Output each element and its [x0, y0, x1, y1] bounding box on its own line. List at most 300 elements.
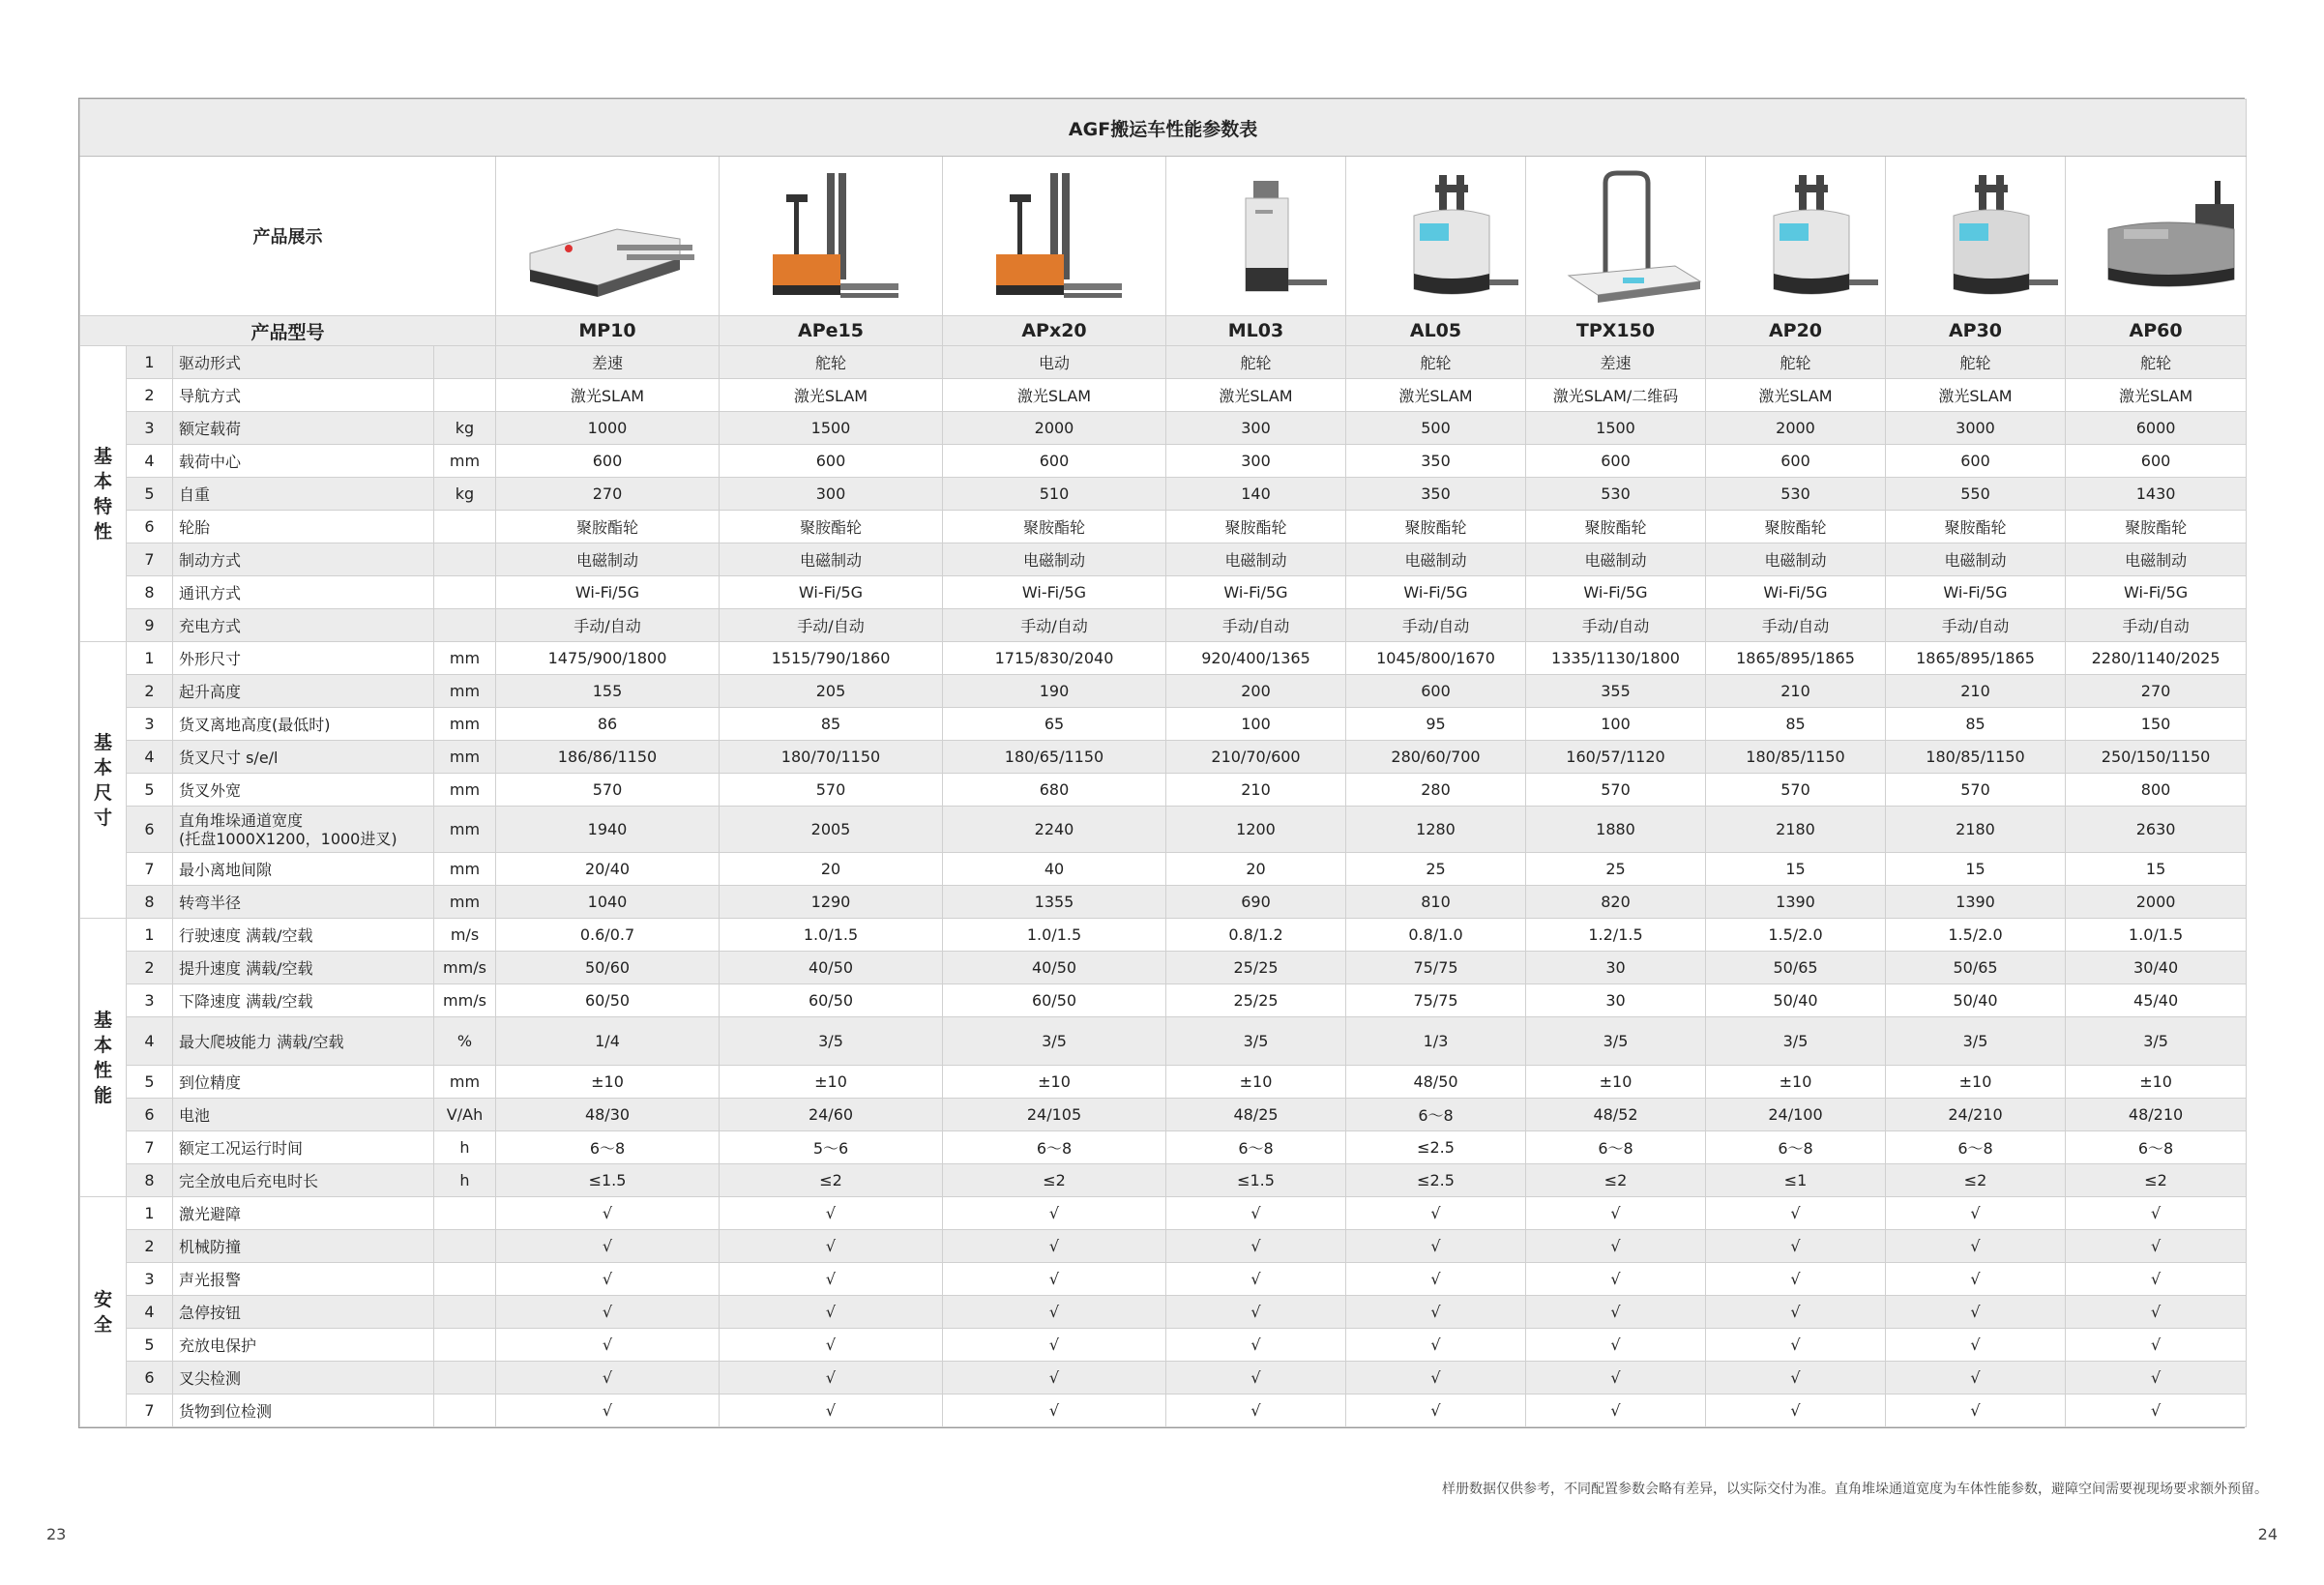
parameter-name-line2: (托盘1000X1200，1000进叉): [179, 829, 397, 848]
value-cell: 85: [720, 708, 943, 741]
parameter-name: 到位精度: [173, 1066, 434, 1099]
page-number-right: 24: [2257, 1525, 2278, 1543]
value-cell: √: [1886, 1197, 2066, 1230]
value-cell: √: [1166, 1362, 1346, 1394]
parameter-name: 轮胎: [173, 511, 434, 543]
value-cell: 160/57/1120: [1526, 741, 1706, 774]
value-cell: √: [1346, 1197, 1526, 1230]
value-cell: 激光SLAM: [1166, 379, 1346, 412]
value-cell: √: [1526, 1362, 1706, 1394]
value-cell: 600: [1346, 675, 1526, 708]
value-cell: √: [2066, 1329, 2247, 1362]
value-cell: 电磁制动: [1166, 543, 1346, 576]
value-cell: 25/25: [1166, 984, 1346, 1017]
parameter-name: 额定载荷: [173, 412, 434, 445]
value-cell: 186/86/1150: [496, 741, 720, 774]
value-cell: 1/4: [496, 1017, 720, 1066]
table-row: [80, 1329, 2247, 1362]
row-number: 5: [127, 478, 173, 511]
product-image-cell: [1166, 157, 1346, 316]
product-image-cell: [943, 157, 1166, 316]
value-cell: ±10: [1526, 1066, 1706, 1099]
row-number: 2: [127, 1230, 173, 1263]
value-cell: 24/60: [720, 1099, 943, 1131]
row-number: 9: [127, 609, 173, 642]
value-cell: √: [720, 1329, 943, 1362]
table-row: [80, 675, 2247, 708]
value-cell: 100: [1526, 708, 1706, 741]
value-cell: 2000: [943, 412, 1166, 445]
value-cell: 6000: [2066, 412, 2247, 445]
value-cell: 6～8: [1526, 1131, 1706, 1164]
value-cell: 570: [1706, 774, 1886, 807]
value-cell: 500: [1346, 412, 1526, 445]
value-cell: √: [1706, 1296, 1886, 1329]
unit: mm: [434, 708, 496, 741]
parameter-name-line1: 直角堆垛通道宽度: [179, 810, 304, 830]
parameter-name: 起升高度: [173, 675, 434, 708]
value-cell: 6～8: [1706, 1131, 1886, 1164]
unit: [434, 1296, 496, 1329]
value-cell: √: [1706, 1394, 1886, 1427]
row-number: 8: [127, 886, 173, 919]
value-cell: 聚胺酯轮: [1886, 511, 2066, 543]
value-cell: 1715/830/2040: [943, 642, 1166, 675]
parameter-name: 自重: [173, 478, 434, 511]
table-row: [80, 543, 2247, 576]
value-cell: 510: [943, 478, 1166, 511]
value-cell: 激光SLAM: [943, 379, 1166, 412]
value-cell: 聚胺酯轮: [1346, 511, 1526, 543]
value-cell: ≤1.5: [1166, 1164, 1346, 1197]
value-cell: 100: [1166, 708, 1346, 741]
value-cell: 15: [2066, 853, 2247, 886]
value-cell: ±10: [496, 1066, 720, 1099]
table-row: [80, 1131, 2247, 1164]
unit: [434, 543, 496, 576]
row-number: 7: [127, 1394, 173, 1427]
parameter-name: 机械防撞: [173, 1230, 434, 1263]
value-cell: 150: [2066, 708, 2247, 741]
product-image-cell: [1886, 157, 2066, 316]
value-cell: √: [1166, 1296, 1346, 1329]
value-cell: 600: [943, 445, 1166, 478]
row-number: 3: [127, 984, 173, 1017]
table-row: [80, 379, 2247, 412]
value-cell: 2005: [720, 807, 943, 853]
unit: kg: [434, 478, 496, 511]
value-cell: 6～8: [1346, 1099, 1526, 1131]
value-cell: 20: [720, 853, 943, 886]
value-cell: ≤2.5: [1346, 1164, 1526, 1197]
value-cell: 电磁制动: [1886, 543, 2066, 576]
model-name: APe15: [720, 316, 943, 346]
value-cell: 电磁制动: [1346, 543, 1526, 576]
value-cell: √: [2066, 1197, 2247, 1230]
value-cell: 手动/自动: [943, 609, 1166, 642]
product-image-cell: [496, 157, 720, 316]
value-cell: √: [1526, 1197, 1706, 1230]
table-row: [80, 1066, 2247, 1099]
value-cell: 570: [496, 774, 720, 807]
value-cell: 48/52: [1526, 1099, 1706, 1131]
model-name: APx20: [943, 316, 1166, 346]
parameter-name: 充放电保护: [173, 1329, 434, 1362]
value-cell: √: [1166, 1394, 1346, 1427]
value-cell: 75/75: [1346, 952, 1526, 984]
product-image-cell: [1346, 157, 1526, 316]
value-cell: 电动: [943, 346, 1166, 379]
apx20-forklift-image: [957, 161, 1151, 311]
value-cell: 550: [1886, 478, 2066, 511]
parameter-name: 货叉外宽: [173, 774, 434, 807]
unit: [434, 609, 496, 642]
category-label: [80, 346, 127, 642]
value-cell: 1475/900/1800: [496, 642, 720, 675]
parameter-name: 下降速度 满载/空载: [173, 984, 434, 1017]
parameter-name: 最小离地间隙: [173, 853, 434, 886]
unit: [434, 346, 496, 379]
row-number: 4: [127, 741, 173, 774]
value-cell: 570: [1526, 774, 1706, 807]
value-cell: √: [496, 1263, 720, 1296]
table-row: [80, 1230, 2247, 1263]
value-cell: 600: [496, 445, 720, 478]
value-cell: 24/105: [943, 1099, 1166, 1131]
parameter-name: 制动方式: [173, 543, 434, 576]
value-cell: 86: [496, 708, 720, 741]
value-cell: 85: [1706, 708, 1886, 741]
value-cell: √: [1166, 1329, 1346, 1362]
page-number-left: 23: [46, 1525, 67, 1543]
value-cell: ±10: [720, 1066, 943, 1099]
parameter-name: 叉尖检测: [173, 1362, 434, 1394]
unit: mm: [434, 642, 496, 675]
unit: kg: [434, 412, 496, 445]
parameter-name: 完全放电后充电时长: [173, 1164, 434, 1197]
value-cell: 0.6/0.7: [496, 919, 720, 952]
value-cell: 24/100: [1706, 1099, 1886, 1131]
value-cell: 1045/800/1670: [1346, 642, 1526, 675]
value-cell: 600: [2066, 445, 2247, 478]
value-cell: 45/40: [2066, 984, 2247, 1017]
model-name: AP60: [2066, 316, 2247, 346]
row-number: 6: [127, 1362, 173, 1394]
value-cell: 30/40: [2066, 952, 2247, 984]
value-cell: 60/50: [943, 984, 1166, 1017]
parameter-name: 货叉尺寸 s/e/l: [173, 741, 434, 774]
value-cell: 2000: [2066, 886, 2247, 919]
row-number: 1: [127, 1197, 173, 1230]
value-cell: 舵轮: [1166, 346, 1346, 379]
product-display-label: 产品展示: [80, 157, 496, 316]
value-cell: √: [1346, 1329, 1526, 1362]
table-row: [80, 1017, 2247, 1066]
value-cell: ±10: [1886, 1066, 2066, 1099]
value-cell: √: [496, 1296, 720, 1329]
value-cell: Wi-Fi/5G: [1886, 576, 2066, 609]
row-number: 1: [127, 642, 173, 675]
value-cell: 差速: [496, 346, 720, 379]
value-cell: 600: [1706, 445, 1886, 478]
table-row: [80, 886, 2247, 919]
value-cell: 270: [496, 478, 720, 511]
value-cell: 1000: [496, 412, 720, 445]
table-row: [80, 1164, 2247, 1197]
row-number: 4: [127, 1296, 173, 1329]
value-cell: 手动/自动: [1166, 609, 1346, 642]
value-cell: 1500: [1526, 412, 1706, 445]
ap60-forklift-image: [2070, 161, 2247, 311]
row-number: 5: [127, 1066, 173, 1099]
table-row: [80, 741, 2247, 774]
value-cell: 600: [1886, 445, 2066, 478]
value-cell: 6～8: [943, 1131, 1166, 1164]
value-cell: √: [2066, 1263, 2247, 1296]
value-cell: 280/60/700: [1346, 741, 1526, 774]
value-cell: 810: [1346, 886, 1526, 919]
value-cell: 920/400/1365: [1166, 642, 1346, 675]
table-row: [80, 919, 2247, 952]
value-cell: Wi-Fi/5G: [496, 576, 720, 609]
value-cell: Wi-Fi/5G: [2066, 576, 2247, 609]
value-cell: 1865/895/1865: [1886, 642, 2066, 675]
table-row: [80, 1197, 2247, 1230]
spec-sheet: [78, 98, 2245, 1428]
value-cell: 800: [2066, 774, 2247, 807]
parameter-name: 货叉离地高度(最低时): [173, 708, 434, 741]
value-cell: 40: [943, 853, 1166, 886]
value-cell: √: [1166, 1197, 1346, 1230]
value-cell: ≤2: [2066, 1164, 2247, 1197]
table-row: [80, 511, 2247, 543]
category-text: 基本特性: [93, 445, 112, 543]
value-cell: √: [720, 1197, 943, 1230]
value-cell: √: [2066, 1296, 2247, 1329]
unit: m/s: [434, 919, 496, 952]
footnote: 样册数据仅供参考，不同配置参数会略有差异，以实际交付为准。直角堆垛通道宽度为车体性能参数，避障空间需要视现场要求额外预留。: [1442, 1482, 2268, 1497]
value-cell: √: [1886, 1394, 2066, 1427]
value-cell: 2000: [1706, 412, 1886, 445]
table-title: AGF搬运车性能参数表: [80, 100, 2247, 157]
row-number: 4: [127, 1017, 173, 1066]
row-number: 4: [127, 445, 173, 478]
value-cell: 聚胺酯轮: [2066, 511, 2247, 543]
unit: [434, 511, 496, 543]
value-cell: 48/30: [496, 1099, 720, 1131]
value-cell: √: [1526, 1230, 1706, 1263]
value-cell: 570: [720, 774, 943, 807]
value-cell: 电磁制动: [943, 543, 1166, 576]
unit: [434, 1230, 496, 1263]
unit: [434, 1362, 496, 1394]
model-name: TPX150: [1526, 316, 1706, 346]
value-cell: 激光SLAM: [1346, 379, 1526, 412]
value-cell: 50/65: [1706, 952, 1886, 984]
parameter-name: 转弯半径: [173, 886, 434, 919]
value-cell: 210: [1166, 774, 1346, 807]
value-cell: √: [943, 1362, 1166, 1394]
value-cell: 48/210: [2066, 1099, 2247, 1131]
value-cell: 1.0/1.5: [943, 919, 1166, 952]
unit: [434, 1329, 496, 1362]
parameter-name: 货物到位检测: [173, 1394, 434, 1427]
parameter-name: 外形尺寸: [173, 642, 434, 675]
unit: mm: [434, 807, 496, 853]
value-cell: 300: [1166, 412, 1346, 445]
product-image-cell: [720, 157, 943, 316]
value-cell: √: [1886, 1362, 2066, 1394]
value-cell: 180/85/1150: [1886, 741, 2066, 774]
unit: h: [434, 1164, 496, 1197]
value-cell: 舵轮: [1886, 346, 2066, 379]
value-cell: 激光SLAM/二维码: [1526, 379, 1706, 412]
category-text: 安全: [93, 1288, 112, 1336]
row-number: 2: [127, 952, 173, 984]
parameter-name: 导航方式: [173, 379, 434, 412]
value-cell: 1.5/2.0: [1706, 919, 1886, 952]
value-cell: Wi-Fi/5G: [943, 576, 1166, 609]
value-cell: 1200: [1166, 807, 1346, 853]
value-cell: 聚胺酯轮: [1706, 511, 1886, 543]
value-cell: 舵轮: [1706, 346, 1886, 379]
table-row: [80, 1099, 2247, 1131]
value-cell: √: [1886, 1263, 2066, 1296]
row-number: 6: [127, 807, 173, 853]
table-row: [80, 1362, 2247, 1394]
value-cell: 2180: [1886, 807, 2066, 853]
value-cell: 48/25: [1166, 1099, 1346, 1131]
value-cell: √: [1886, 1296, 2066, 1329]
value-cell: 350: [1346, 445, 1526, 478]
value-cell: 1390: [1706, 886, 1886, 919]
value-cell: √: [1346, 1230, 1526, 1263]
category-text: 基本性能: [93, 1009, 112, 1106]
value-cell: √: [2066, 1394, 2247, 1427]
value-cell: 1940: [496, 807, 720, 853]
value-cell: 1390: [1886, 886, 2066, 919]
value-cell: 聚胺酯轮: [1166, 511, 1346, 543]
value-cell: 85: [1886, 708, 2066, 741]
value-cell: 530: [1706, 478, 1886, 511]
value-cell: 48/50: [1346, 1066, 1526, 1099]
value-cell: 3/5: [720, 1017, 943, 1066]
value-cell: 3/5: [2066, 1017, 2247, 1066]
value-cell: 激光SLAM: [1706, 379, 1886, 412]
value-cell: 手动/自动: [496, 609, 720, 642]
value-cell: √: [943, 1394, 1166, 1427]
value-cell: 电磁制动: [1706, 543, 1886, 576]
value-cell: √: [1706, 1197, 1886, 1230]
value-cell: √: [2066, 1230, 2247, 1263]
unit: mm: [434, 675, 496, 708]
value-cell: ≤2.5: [1346, 1131, 1526, 1164]
value-cell: 6～8: [1886, 1131, 2066, 1164]
ap30-forklift-image: [1890, 161, 2066, 311]
table-row: [80, 1296, 2247, 1329]
table-row: [80, 478, 2247, 511]
table-row: [80, 1394, 2247, 1427]
value-cell: 1.0/1.5: [2066, 919, 2247, 952]
value-cell: 155: [496, 675, 720, 708]
value-cell: 聚胺酯轮: [943, 511, 1166, 543]
ape15-forklift-image: [734, 161, 927, 311]
unit: mm: [434, 886, 496, 919]
value-cell: 电磁制动: [1526, 543, 1706, 576]
value-cell: 电磁制动: [496, 543, 720, 576]
value-cell: 180/85/1150: [1706, 741, 1886, 774]
ml03-forklift-image: [1170, 161, 1346, 311]
value-cell: 600: [1526, 445, 1706, 478]
value-cell: 50/60: [496, 952, 720, 984]
value-cell: 6～8: [496, 1131, 720, 1164]
value-cell: √: [943, 1197, 1166, 1230]
unit: [434, 576, 496, 609]
value-cell: √: [1526, 1394, 1706, 1427]
parameter-name: 通讯方式: [173, 576, 434, 609]
al05-forklift-image: [1350, 161, 1526, 311]
parameter-name: 载荷中心: [173, 445, 434, 478]
value-cell: 手动/自动: [1706, 609, 1886, 642]
value-cell: Wi-Fi/5G: [1166, 576, 1346, 609]
value-cell: √: [1526, 1329, 1706, 1362]
value-cell: 30: [1526, 952, 1706, 984]
value-cell: Wi-Fi/5G: [1706, 576, 1886, 609]
value-cell: 690: [1166, 886, 1346, 919]
value-cell: 530: [1526, 478, 1706, 511]
value-cell: ±10: [2066, 1066, 2247, 1099]
value-cell: ±10: [1706, 1066, 1886, 1099]
parameter-name: 额定工况运行时间: [173, 1131, 434, 1164]
unit: mm: [434, 741, 496, 774]
table-row: [80, 708, 2247, 741]
value-cell: 手动/自动: [1526, 609, 1706, 642]
value-cell: 50/65: [1886, 952, 2066, 984]
value-cell: 0.8/1.2: [1166, 919, 1346, 952]
value-cell: 2630: [2066, 807, 2247, 853]
value-cell: 600: [720, 445, 943, 478]
mp10-forklift-image: [511, 161, 704, 311]
value-cell: 手动/自动: [1886, 609, 2066, 642]
value-cell: √: [496, 1362, 720, 1394]
value-cell: 820: [1526, 886, 1706, 919]
value-cell: √: [1706, 1329, 1886, 1362]
product-image-cell: [1526, 157, 1706, 316]
value-cell: √: [1166, 1263, 1346, 1296]
product-model-label: 产品型号: [80, 316, 496, 346]
value-cell: √: [720, 1263, 943, 1296]
value-cell: 3/5: [1706, 1017, 1886, 1066]
value-cell: 210/70/600: [1166, 741, 1346, 774]
value-cell: 激光SLAM: [720, 379, 943, 412]
row-number: 7: [127, 1131, 173, 1164]
value-cell: √: [1346, 1296, 1526, 1329]
value-cell: 2240: [943, 807, 1166, 853]
value-cell: 270: [2066, 675, 2247, 708]
value-cell: √: [1706, 1362, 1886, 1394]
value-cell: 300: [720, 478, 943, 511]
row-number: 3: [127, 708, 173, 741]
row-number: 2: [127, 379, 173, 412]
value-cell: √: [943, 1263, 1166, 1296]
value-cell: 舵轮: [2066, 346, 2247, 379]
value-cell: 3000: [1886, 412, 2066, 445]
value-cell: 电磁制动: [2066, 543, 2247, 576]
value-cell: √: [1706, 1230, 1886, 1263]
value-cell: ≤2: [943, 1164, 1166, 1197]
value-cell: 355: [1526, 675, 1706, 708]
value-cell: 95: [1346, 708, 1526, 741]
